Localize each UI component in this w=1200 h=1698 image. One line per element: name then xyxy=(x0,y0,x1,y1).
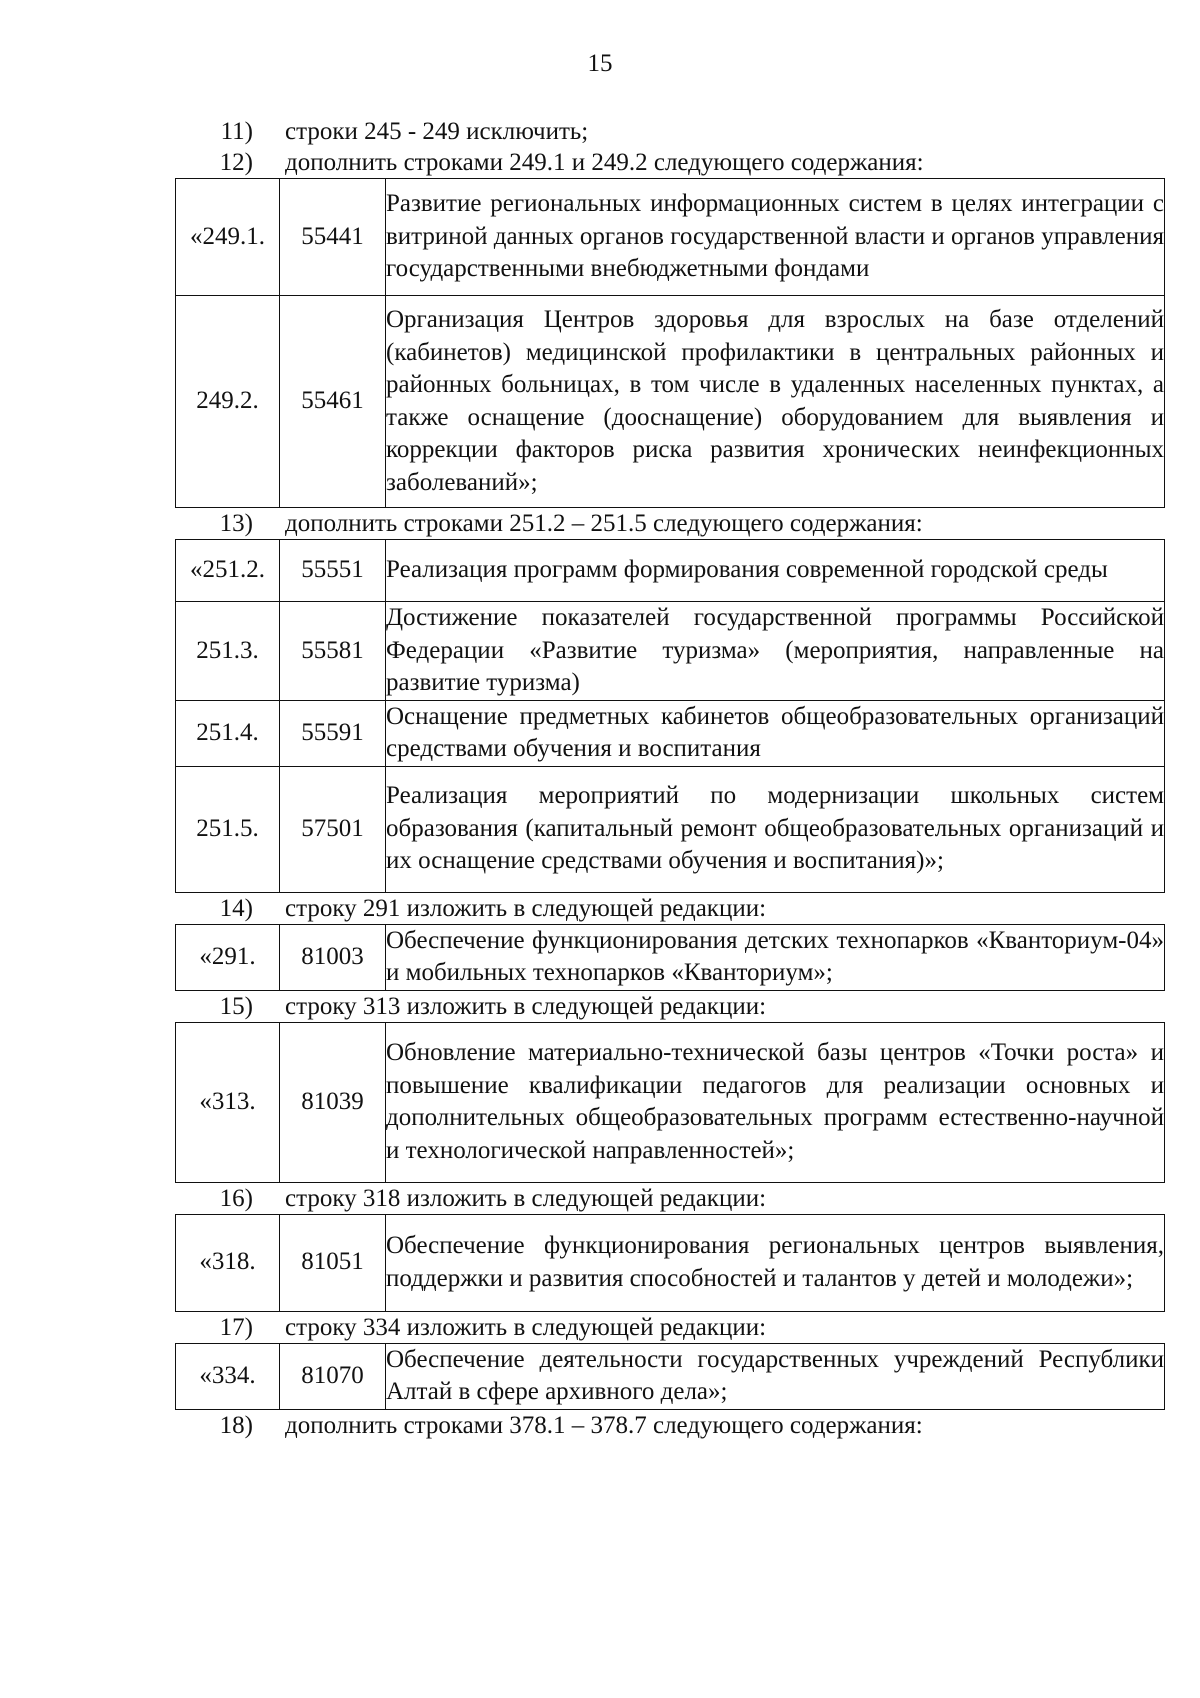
table-row xyxy=(176,1022,1165,1182)
row-code: 55591 xyxy=(280,700,386,766)
item-text: строки 245 - 249 исключить; xyxy=(285,118,589,145)
list-item xyxy=(175,1183,1165,1214)
row-description: Оснащение предметных кабинетов общеобразовательных организаций средствами обучения и воспитания xyxy=(386,700,1165,766)
table-row xyxy=(176,766,1165,892)
table-row xyxy=(176,1343,1165,1409)
row-code: 55551 xyxy=(280,540,386,602)
item-text: строку 313 изложить в следующей редакции: xyxy=(285,992,767,1020)
item-text: строку 291 изложить в следующей редакции: xyxy=(285,894,767,922)
row-number: «249.1. xyxy=(176,179,280,296)
list-item xyxy=(175,893,1165,924)
row-description: Обеспечение деятельности государственных учреждений Республики Алтай в сфере архивного дела»; xyxy=(386,1343,1165,1409)
row-number: «313. xyxy=(176,1022,280,1182)
page-number: 15 xyxy=(587,50,613,77)
row-number: «291. xyxy=(176,924,280,990)
row-description: Достижение показателей государственной программы Российской Федерации «Развитие туризма» (мероприятия, направленные на развитие туризма) xyxy=(386,602,1165,701)
item-text: дополнить строками 378.1 – 378.7 следующего содержания: xyxy=(285,1411,923,1439)
table-row xyxy=(176,602,1165,701)
list-item xyxy=(175,147,1165,178)
table-row xyxy=(176,700,1165,766)
row-code: 81070 xyxy=(280,1343,386,1409)
row-description: Обеспечение функционирования региональных центров выявления, поддержки и развития способностей и талантов у детей и молодежи»; xyxy=(386,1214,1165,1311)
item-text: строку 334 изложить в следующей редакции: xyxy=(285,1313,767,1341)
rows-table xyxy=(175,1214,1165,1312)
item-number: 16) xyxy=(219,1184,253,1212)
rows-table xyxy=(175,924,1165,991)
row-description: Обновление материально-технической базы центров «Точки роста» и повышение квалификации педагогов для реализации основных и дополнительных общеобразовательных программ естественно-научной и технологической направленностей»; xyxy=(386,1022,1165,1182)
item-number: 14) xyxy=(219,894,253,922)
row-description: Развитие региональных информационных систем в целях интеграции с витриной данных органов государственной власти и органов управления государственными внебюджетными фондами xyxy=(386,179,1165,296)
row-description: Реализация программ формирования современной городской среды xyxy=(386,540,1165,602)
list-item xyxy=(175,116,1165,147)
row-number: 251.5. xyxy=(176,766,280,892)
row-number: 251.4. xyxy=(176,700,280,766)
row-code: 81051 xyxy=(280,1214,386,1311)
rows-table xyxy=(175,1022,1165,1183)
document-body xyxy=(175,116,1165,1441)
list-item xyxy=(175,1410,1165,1441)
row-description: Организация Центров здоровья для взрослых на базе отделений (кабинетов) медицинской профилактики в центральных районных и районных больницах, в том числе в удаленных населенных пунктах, а также оснащение (дооснащение) оборудованием для выявления и коррекции факторов риска развития хронических неинфекционных заболеваний»; xyxy=(386,296,1165,508)
item-number: 15) xyxy=(219,992,253,1020)
row-code: 57501 xyxy=(280,766,386,892)
rows-table xyxy=(175,539,1165,893)
rows-table xyxy=(175,1343,1165,1410)
item-text: дополнить строками 249.1 и 249.2 следующего содержания: xyxy=(285,149,924,176)
row-number: 251.3. xyxy=(176,602,280,701)
row-code: 55581 xyxy=(280,602,386,701)
item-text: строку 318 изложить в следующей редакции: xyxy=(285,1184,767,1212)
table-row xyxy=(176,540,1165,602)
list-item xyxy=(175,508,1165,539)
row-number: «334. xyxy=(176,1343,280,1409)
item-number: 17) xyxy=(219,1313,253,1341)
item-text: дополнить строками 251.2 – 251.5 следующего содержания: xyxy=(285,510,923,537)
row-code: 55461 xyxy=(280,296,386,508)
item-number: 12) xyxy=(219,149,253,176)
row-description: Обеспечение функционирования детских технопарков «Кванториум-04» и мобильных технопарков «Кванториум»; xyxy=(386,924,1165,990)
list-item xyxy=(175,1312,1165,1343)
item-number: 11) xyxy=(220,118,253,145)
list-item xyxy=(175,991,1165,1022)
rows-table xyxy=(175,178,1165,508)
row-description: Реализация мероприятий по модернизации школьных систем образования (капитальный ремонт общеобразовательных организаций и их оснащение средствами обучения и воспитания)»; xyxy=(386,766,1165,892)
row-code: 55441 xyxy=(280,179,386,296)
table-row xyxy=(176,179,1165,296)
row-code: 81003 xyxy=(280,924,386,990)
row-code: 81039 xyxy=(280,1022,386,1182)
row-number: 249.2. xyxy=(176,296,280,508)
table-row xyxy=(176,1214,1165,1311)
table-row xyxy=(176,924,1165,990)
row-number: «318. xyxy=(176,1214,280,1311)
row-number: «251.2. xyxy=(176,540,280,602)
table-row xyxy=(176,296,1165,508)
item-number: 13) xyxy=(219,510,253,537)
item-number: 18) xyxy=(219,1411,253,1439)
